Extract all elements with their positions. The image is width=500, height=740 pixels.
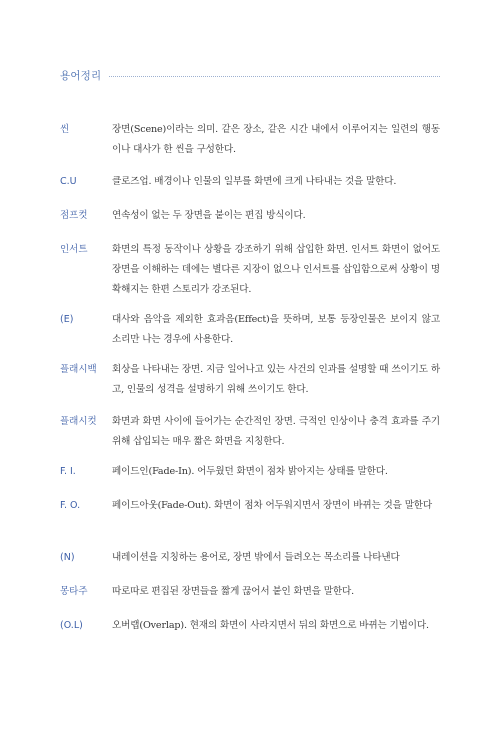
- glossary-definition: 페이드아웃(Fade-Out). 화면이 점차 어두워지면서 장면이 바뀌는 것을 말한다: [112, 500, 433, 511]
- glossary-term: C.U: [60, 176, 77, 187]
- glossary-term: 점프컷: [60, 210, 88, 221]
- glossary-entry: [60, 616, 440, 636]
- glossary-term: (E): [60, 314, 74, 325]
- section-header: [60, 66, 440, 84]
- glossary-definition: 대사와 음악을 제외한 효과음(Effect)을 뜻하며, 보통 등장인물은 보이지 않고 소리만 나는 경우에 사용한다.: [112, 314, 440, 345]
- glossary-term: F. O.: [60, 500, 81, 511]
- dotted-rule: [109, 76, 440, 77]
- glossary-term: 몽타주: [60, 586, 88, 597]
- glossary-entry: [60, 120, 440, 160]
- glossary-entry: [60, 548, 440, 568]
- glossary-entry: [60, 206, 440, 226]
- glossary-term: (O.L): [60, 620, 83, 631]
- glossary-definition: 내레이션을 지칭하는 용어로, 장면 밖에서 들려오는 목소리를 나타낸다: [112, 552, 400, 563]
- glossary-definition: 화면과 화면 사이에 들어가는 순간적인 장면. 극적인 인상이나 충격 효과를 주기 위해 삽입되는 매우 짧은 화면을 지칭한다.: [112, 416, 440, 447]
- glossary-definition: 따로따로 편집된 장면들을 짧게 끊어서 붙인 화면을 말한다.: [112, 586, 355, 597]
- glossary-entry: [60, 360, 440, 400]
- glossary-entry: [60, 582, 440, 602]
- glossary-entry: [60, 240, 440, 300]
- glossary-term: 씬: [60, 124, 70, 135]
- glossary-definition: 오버랩(Overlap). 현재의 화면이 사라지면서 뒤의 화면으로 바뀌는 기법이다.: [112, 620, 429, 631]
- glossary-definition: 화면의 특정 동작이나 상황을 강조하기 위해 삽입한 화면. 인서트 화면이 없어도 장면을 이해하는 데에는 별다른 지장이 없으나 인서트를 삽입함으로써 상황이 명확해지는 한편 스토리가 강조된다.: [112, 244, 440, 295]
- glossary-entry: [60, 496, 440, 516]
- glossary-entry: [60, 172, 440, 192]
- glossary-definition: 페이드인(Fade-In). 어두웠던 화면이 점차 밝아지는 상태를 말한다.: [112, 466, 388, 477]
- glossary-definition: 클로즈업. 배경이나 인물의 일부를 화면에 크게 나타내는 것을 말한다.: [112, 176, 397, 187]
- glossary-term: 인서트: [60, 244, 88, 255]
- glossary-definition: 장면(Scene)이라는 의미. 같은 장소, 같은 시간 내에서 이루어지는 일련의 행동이나 대사가 한 씬을 구성한다.: [112, 124, 440, 155]
- glossary-term: F. I.: [60, 466, 76, 477]
- section-title: 용어정리: [60, 69, 102, 82]
- glossary-term: 플래시백: [60, 364, 97, 375]
- glossary-term: (N): [60, 552, 75, 563]
- glossary-term: 플래시컷: [60, 416, 97, 427]
- glossary-definition: 회상을 나타내는 장면. 지금 일어나고 있는 사건의 인과를 설명할 때 쓰이기도 하고, 인물의 성격을 설명하기 위해 쓰이기도 한다.: [112, 364, 440, 395]
- glossary-entry: [60, 412, 440, 452]
- glossary-entry: [60, 310, 440, 350]
- glossary-definition: 연속성이 없는 두 장면을 붙이는 편집 방식이다.: [112, 210, 306, 221]
- glossary-entry: [60, 462, 440, 482]
